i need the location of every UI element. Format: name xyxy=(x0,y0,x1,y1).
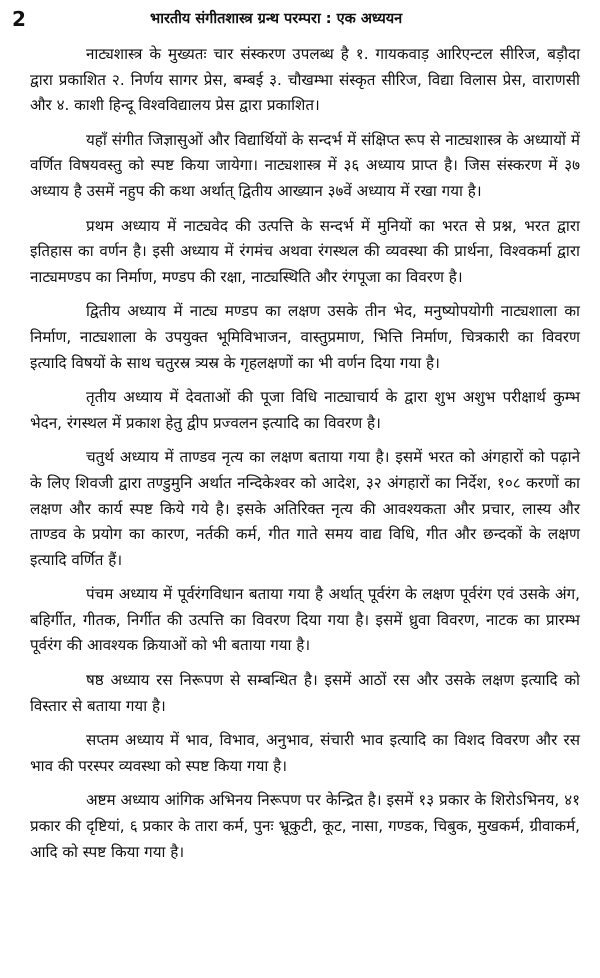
paragraph-chapter-7: सप्तम अध्याय में भाव, विभाव, अनुभाव, संचारी भाव इत्यादि का विशद विवरण और रस भाव की परस्पर व्यवस्था को स्पष्ट किया गया है। xyxy=(30,731,580,775)
paragraph-chapter-1: प्रथम अध्याय में नाट्यवेद की उत्पत्ति के सन्दर्भ में मुनियों का भरत से प्रश्न, भरत द्वारा इतिहास का वर्णन है। इसी अध्याय में रंगमंच अथवा रंगस्थल की व्यवस्था की प्रार्थना, विश्वकर्मा द्वारा नाट्यमण्डप का निर्माण, मण्डप की रक्षा, नाट्यस्थिति और रंगपूजा का विवरण है। xyxy=(30,216,580,286)
paragraph-chapter-8: अष्टम अध्याय आंगिक अभिनय निरूपण पर केन्द्रित है। इसमें १३ प्रकार के शिरोऽभिनय, ४१ प्रकार की दृष्टियां, ६ प्रकार के तारा कर्म, पुनः भ्रूकुटी, कूट, नासा, गण्डक, चिबुक, मुखकर्म, ग्रीवाकर्म, आदि को स्पष्ट किया गया है। xyxy=(30,791,580,861)
paragraph-overview: यहाँ संगीत जिज्ञासुओं और विद्यार्थियों के सन्दर्भ में संक्षिप्त रूप से नाट्यशास्त्र के अध्यायों में वर्णित विषयवस्तु को स्पष्ट किया जायेगा। नाट्यशास्त्र में ३६ अध्याय प्राप्त है। जिस संस्करण में ३७ अध्याय है उसमें नहुप की कथा अर्थात् द्वितीय आख्यान ३७वें अध्याय में रखा गया है। xyxy=(30,130,580,200)
paragraph-chapter-2: द्वितीय अध्याय में नाट्य मण्डप का लक्षण उसके तीन भेद, मनुष्योपयोगी नाट्यशाला का निर्माण, नाट्यशाला के उपयुक्त भूमिविभाजन, वास्तुप्रमाण, भित्ति निर्माण, चित्रकारी का विवरण इत्यादि विषयों के साथ चतुरस्र त्र्यस्र के गृहलक्षणों का भी वर्णन दिया गया है। xyxy=(30,302,580,372)
running-title: भारतीय संगीतशास्त्र ग्रन्थ परम्परा : एक अध्ययन xyxy=(150,11,403,27)
paragraph-chapter-6: षष्ठ अध्याय रस निरूपण से सम्बन्धित है। इसमें आठों रस और उसके लक्षण इत्यादि को विस्तार से बताया गया है। xyxy=(30,671,580,715)
body-text xyxy=(30,42,580,874)
paragraph-chapter-3: तृतीय अध्याय में देवताओं की पूजा विधि नाट्याचार्य के द्वारा शुभ अशुभ परीक्षार्थ कुम्भ भेदन, रंगस्थल में प्रकाश हेतु द्वीप प्रज्वलन इत्यादि का विवरण है। xyxy=(30,388,580,432)
page-header xyxy=(0,6,600,34)
paragraph-chapter-5: पंचम अध्याय में पूर्वरंगविधान बताया गया है अर्थात् पूर्वरंग के लक्षण पूर्वरंग एवं उसके अंग, बहिर्गीत, गीतक, निर्गीत की उत्पत्ति का विवरण दिया गया है। इसमें ध्रुवा विवरण, नाटक का प्रारम्भ पूर्वरंग की आवश्यक क्रियाओं को भी बताया गया है। xyxy=(30,585,580,655)
paragraph-editions: नाट्यशास्त्र के मुख्यतः चार संस्करण उपलब्ध है १. गायकवाड़ आरिएन्टल सीरिज, बड़ौदा द्वारा प्रकाशित २. निर्णय सागर प्रेस, बम्बई ३. चौखम्भा संस्कृत सीरिज, विद्या विलास प्रेस, वाराणसी और ४. काशी हिन्दू विश्वविद्यालय प्रेस द्वारा प्रकाशित। xyxy=(30,45,580,115)
page-number: 2 xyxy=(12,7,26,31)
paragraph-chapter-4: चतुर्थ अध्याय में ताण्डव नृत्य का लक्षण बताया गया है। इसमें भरत को अंगहारों को पढ़ाने के लिए शिवजी द्वारा तण्डुमुनि अर्थात नन्दिकेश्वर को आदेश, ३२ अंगहारों का निर्देश, १०८ करणों का लक्षण और कार्य स्पष्ट किये गये है। इसके अतिरिक्त नृत्य की आवश्यकता और प्रचार, लास्य और ताण्डव के प्रयोग का कारण, नर्तकी कर्म, गीत गाते समय वाद्य विधि, गीत और छन्दकों के लक्षण इत्यादि वर्णित हैं। xyxy=(30,448,580,569)
